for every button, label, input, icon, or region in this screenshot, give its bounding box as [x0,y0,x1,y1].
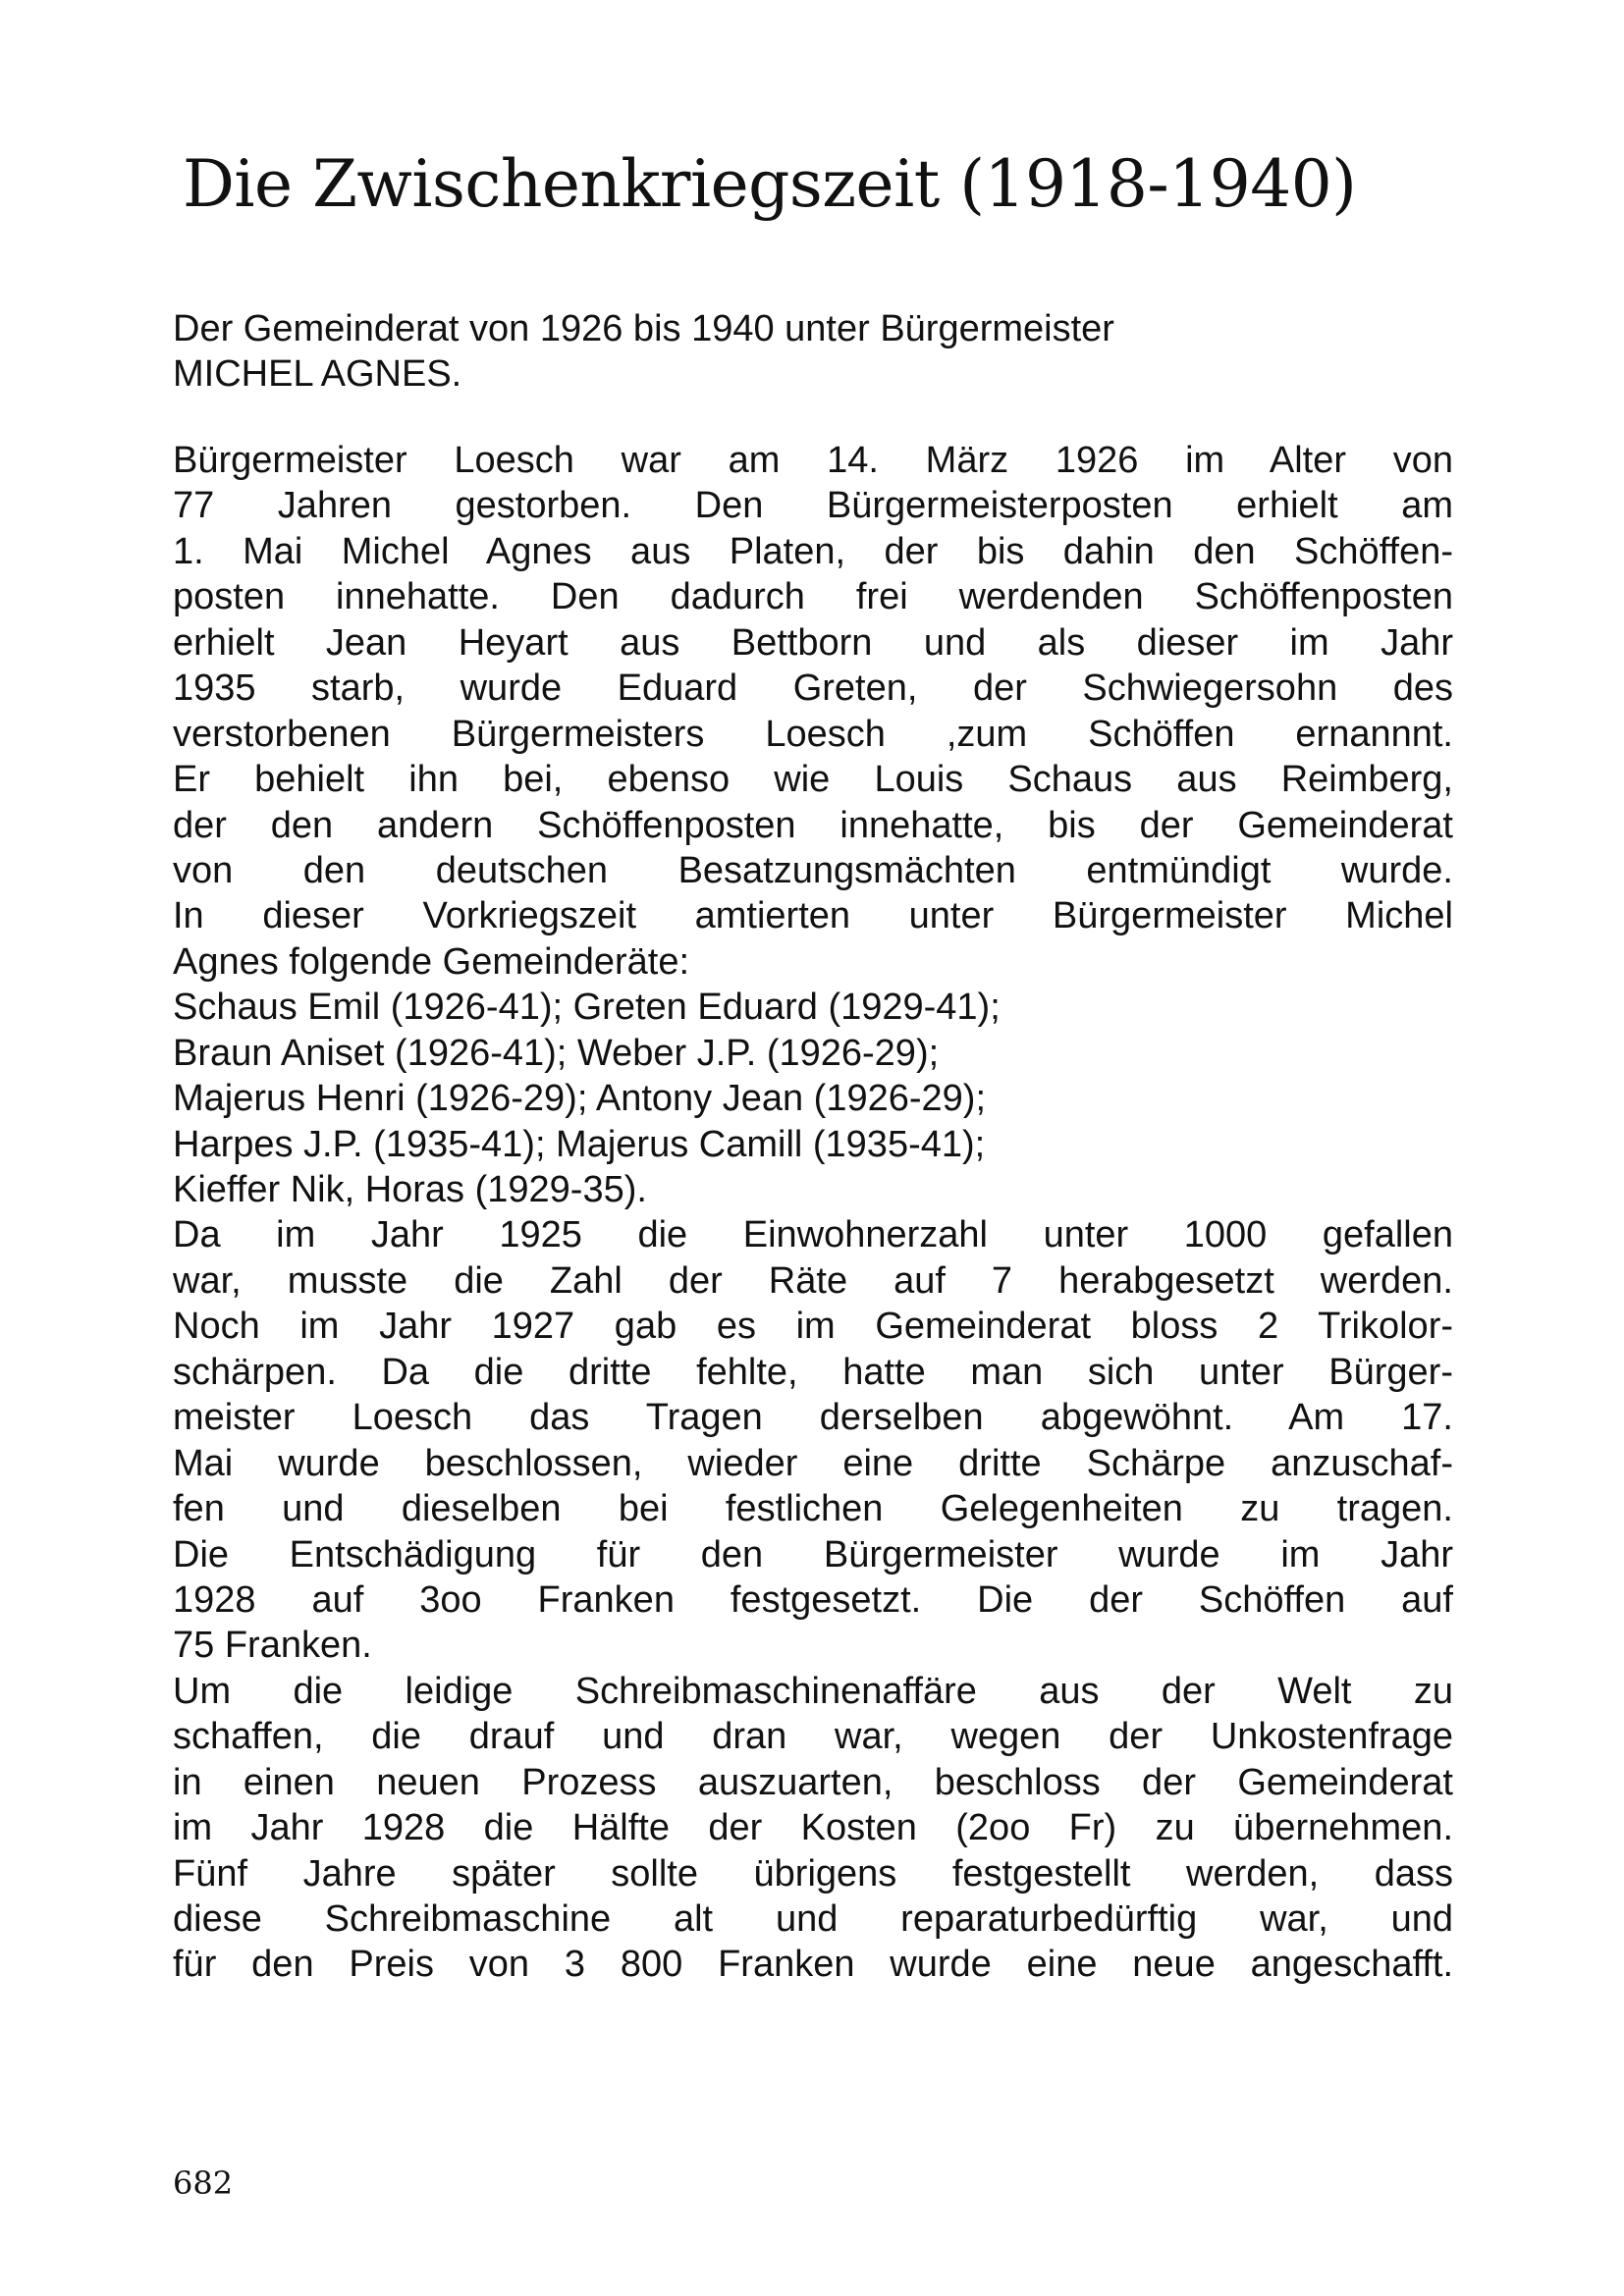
subtitle-line: MICHEL AGNES. [173,353,462,395]
body-line: 1935 starb, wurde Eduard Greten, der Schwiegersohn des [173,667,1453,710]
body-line: 75 Franken. [173,1625,372,1667]
body-line: Kieffer Nik, Horas (1929-35). [173,1169,647,1210]
body-text [173,438,1453,1988]
body-line: verstorbenen Bürgermeisters Loesch ,zum Schöffen ernannnt. [173,713,1453,755]
page-title: Die Zwischenkriegszeit (1918-1940) [183,146,1357,222]
body-line: posten innehatte. Den dadurch frei werdenden Schöffenposten [173,576,1453,618]
body-line: 77 Jahren gestorben. Den Bürgermeisterposten erhielt am [173,485,1453,527]
body-line: Bürgermeister Loesch war am 14. März 1926 im Alter von [173,440,1453,481]
section-subtitle [173,306,1453,397]
body-line: im Jahr 1928 die Hälfte der Kosten (2oo Fr) zu übernehmen. [173,1807,1453,1849]
body-line: Er behielt ihn bei, ebenso wie Louis Schaus aus Reimberg, [173,759,1453,801]
body-line: Um die leidige Schreibmaschinenaffäre aus der Welt zu [173,1670,1453,1712]
body-line: Schaus Emil (1926-41); Greten Eduard (1929-41); [173,987,1001,1029]
body-line: von den deutschen Besatzungsmächten entmündigt wurde. [173,849,1453,891]
body-line: Braun Aniset (1926-41); Weber J.P. (1926-29); [173,1032,940,1074]
body-line: Majerus Henri (1926-29); Antony Jean (1926-29); [173,1078,987,1120]
subtitle-line: Der Gemeinderat von 1926 bis 1940 unter Bürgermeister [173,308,1114,349]
body-line: schärpen. Da die dritte fehlte, hatte man sich unter Bürger- [173,1351,1453,1393]
body-line: fen und dieselben bei festlichen Gelegenheiten zu tragen. [173,1488,1453,1530]
body-line: meister Loesch das Tragen derselben abgewöhnt. Am 17. [173,1397,1453,1439]
body-line: 1928 auf 3oo Franken festgesetzt. Die der Schöffen auf [173,1578,1453,1621]
body-line: war, musste die Zahl der Räte auf 7 herabgesetzt werden. [173,1259,1453,1302]
body-line: Fünf Jahre später sollte übrigens festgestellt werden, dass [173,1852,1453,1895]
body-line: In dieser Vorkriegszeit amtierten unter Bürgermeister Michel [173,895,1453,937]
body-line: Noch im Jahr 1927 gab es im Gemeinderat bloss 2 Trikolor- [173,1306,1453,1348]
body-line: in einen neuen Prozess auszuarten, beschloss der Gemeinderat [173,1761,1453,1803]
body-line: 1. Mai Michel Agnes aus Platen, der bis dahin den Schöffen- [173,530,1453,572]
body-line: der den andern Schöffenposten innehatte, bis der Gemeinderat [173,804,1453,846]
body-line: Mai wurde beschlossen, wieder eine dritte Schärpe anzuschaf- [173,1442,1453,1484]
page-number: 682 [173,2164,234,2202]
body-line: Da im Jahr 1925 die Einwohnerzahl unter 1000 gefallen [173,1214,1453,1256]
body-line: Die Entschädigung für den Bürgermeister wurde im Jahr [173,1533,1453,1575]
body-line: Agnes folgende Gemeinderäte: [173,940,690,983]
body-line: für den Preis von 3 800 Franken wurde eine neue angeschafft. [173,1944,1453,1986]
body-line: erhielt Jean Heyart aus Bettborn und als dieser im Jahr [173,621,1453,664]
body-line: diese Schreibmaschine alt und reparaturbedürftig war, und [173,1898,1453,1940]
body-line: Harpes J.P. (1935-41); Majerus Camill (1935-41); [173,1123,986,1165]
body-line: schaffen, die drauf und dran war, wegen der Unkostenfrage [173,1716,1453,1758]
